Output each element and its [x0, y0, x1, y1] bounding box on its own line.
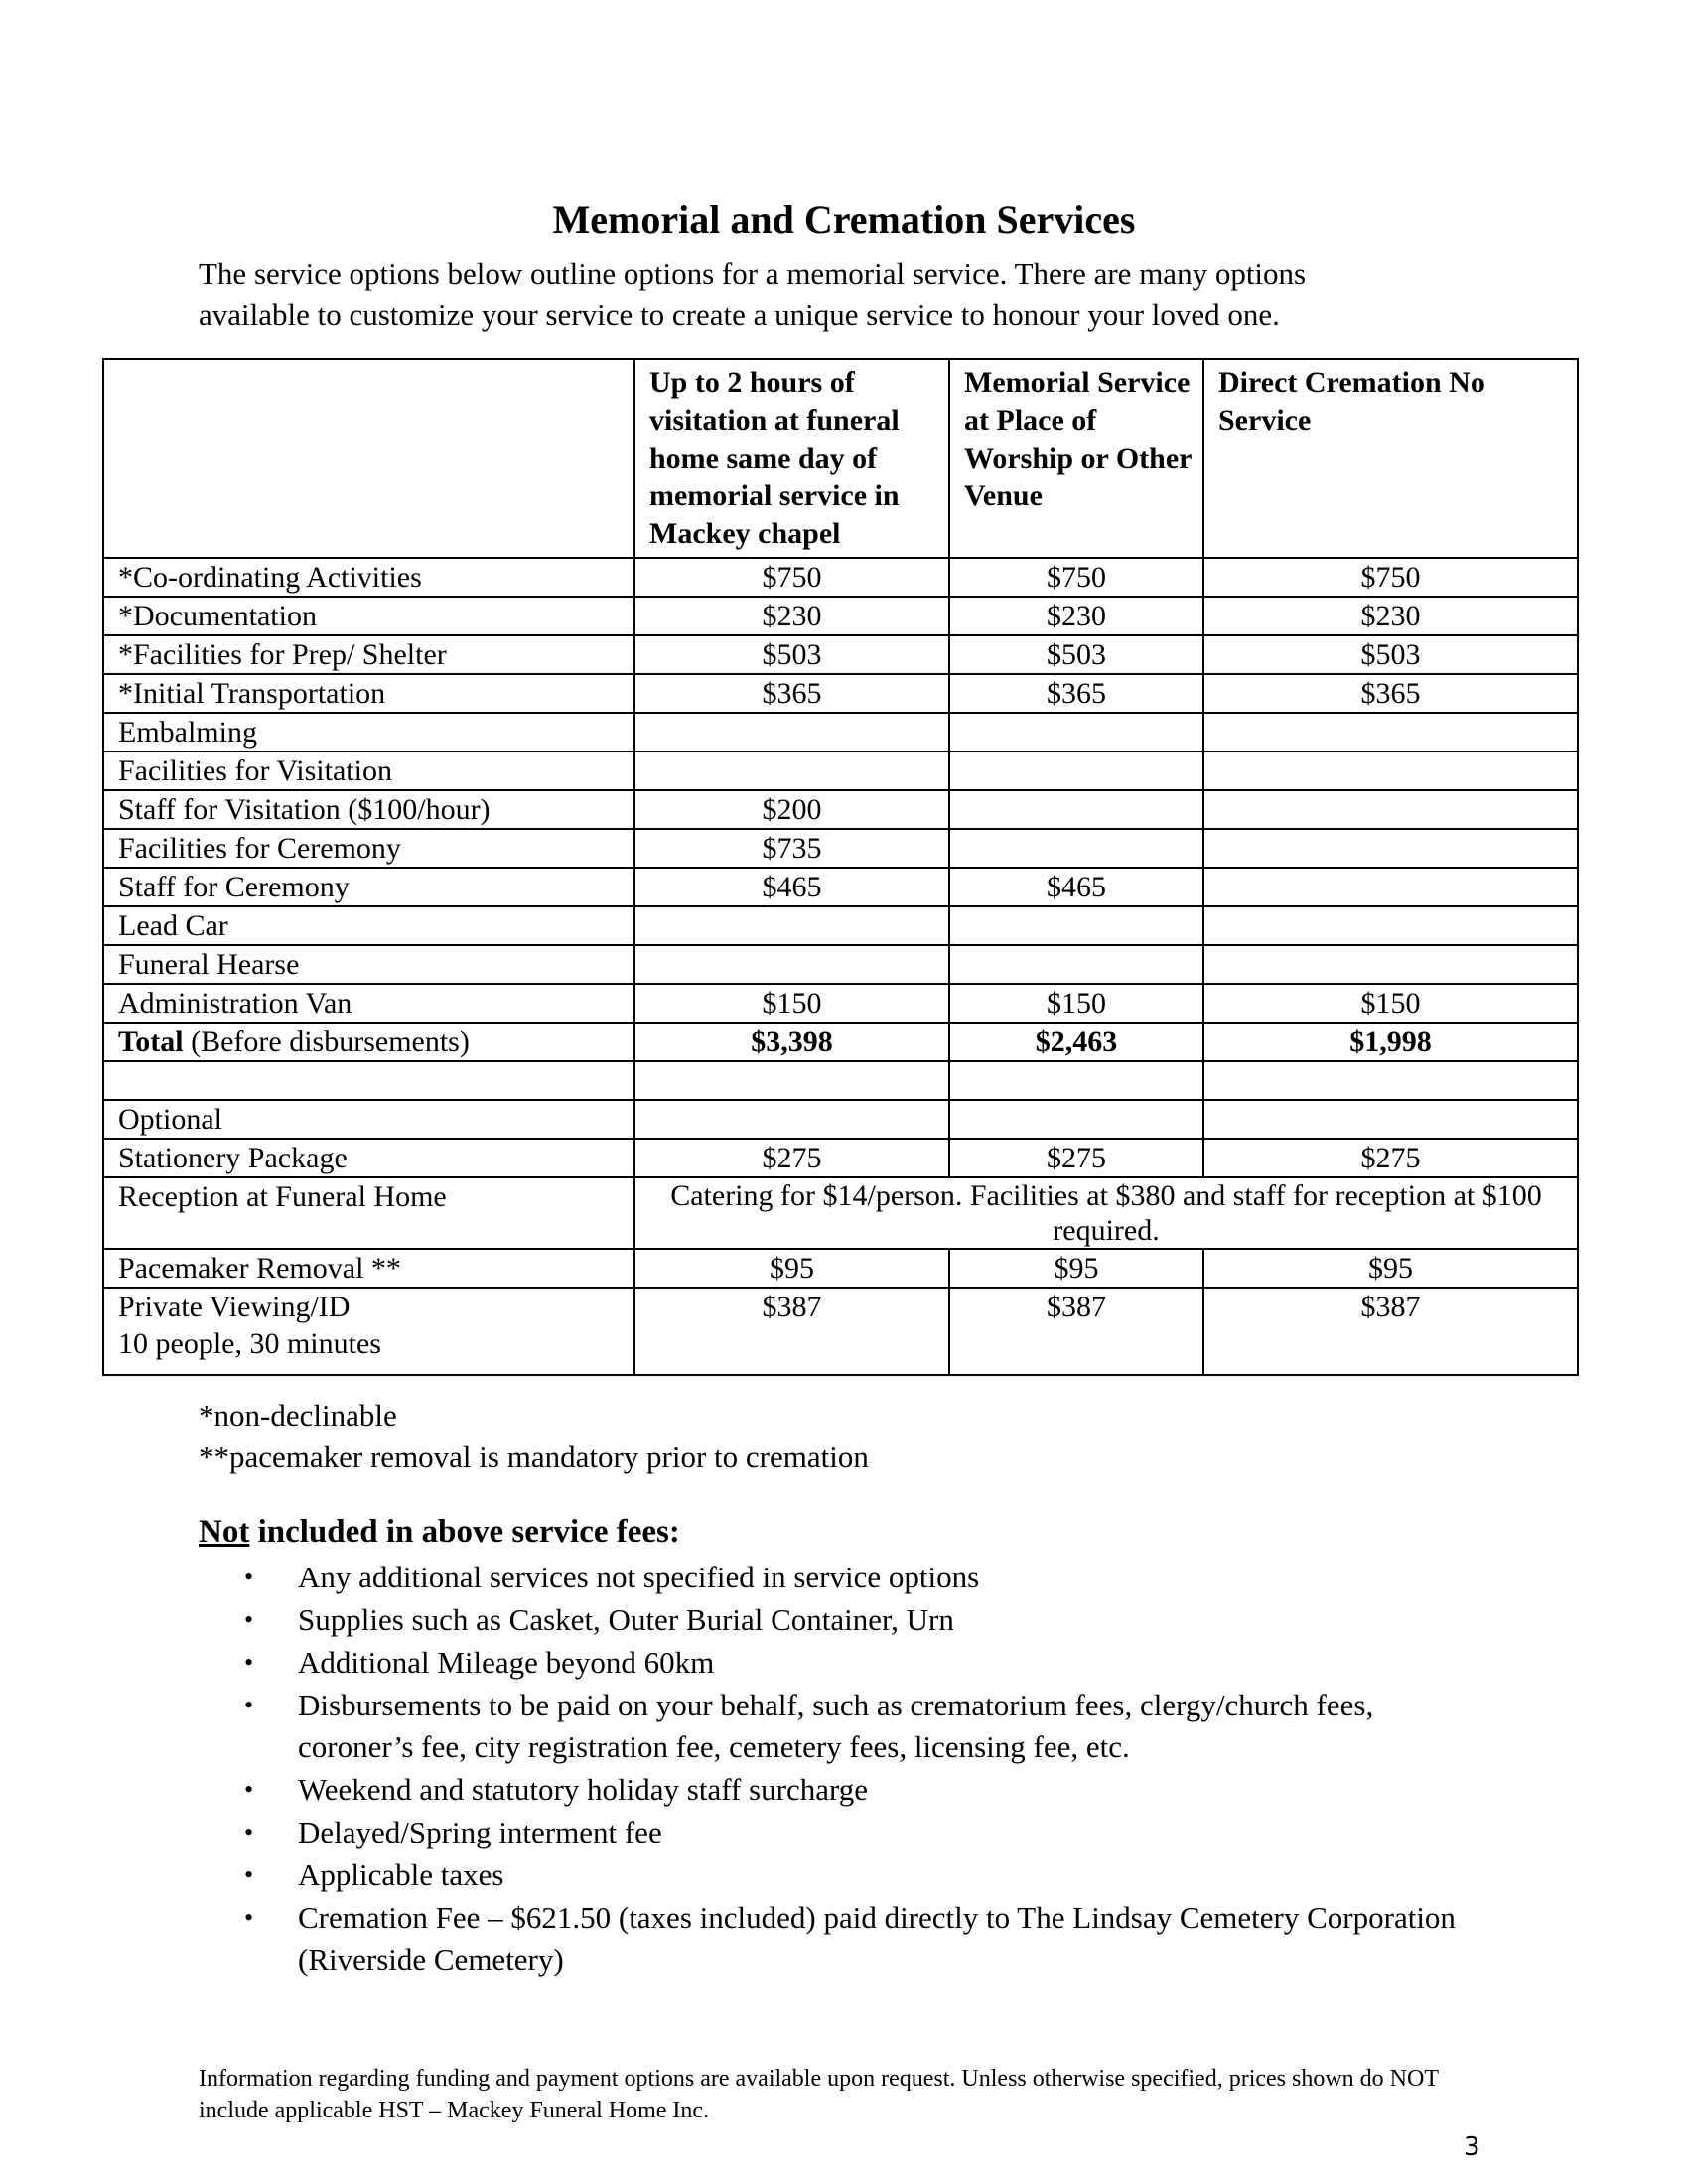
header-empty-cell: [103, 359, 634, 558]
header-memorial-option: Memorial Service at Place of Worship or Other Venue: [949, 359, 1203, 558]
price-cell: $750: [949, 558, 1203, 597]
row-label: *Documentation: [103, 597, 634, 635]
table-header-row: [103, 359, 1578, 558]
total-cell: $3,398: [634, 1023, 949, 1061]
bullet-icon: •: [244, 1563, 254, 1591]
row-label: Staff for Ceremony: [103, 868, 634, 906]
total-label-bold: Total: [118, 1025, 184, 1058]
header-visitation-option: Up to 2 hours of visitation at funeral home same day of memorial service in Mackey chapel: [634, 359, 949, 558]
list-item-text: Additional Mileage beyond 60km: [298, 1645, 715, 1680]
price-cell: $735: [634, 829, 949, 868]
price-cell: [949, 906, 1203, 945]
intro-line: The service options below outline options for a memorial service. There are many options: [199, 256, 1307, 291]
price-cell: $230: [949, 597, 1203, 635]
table-row: [103, 1177, 1578, 1249]
optional-heading-row: [103, 1100, 1578, 1139]
bullet-icon: •: [244, 1818, 254, 1846]
price-cell: [949, 713, 1203, 751]
table-row: [103, 1288, 1578, 1375]
optional-heading: Optional: [103, 1100, 634, 1139]
row-label-line: 10 people, 30 minutes: [118, 1327, 381, 1360]
pacemaker-note: **pacemaker removal is mandatory prior to cremation: [199, 1439, 869, 1474]
list-item: [199, 1642, 1489, 1684]
table-row: [103, 674, 1578, 713]
bullet-icon: •: [244, 1903, 254, 1932]
row-label: Lead Car: [103, 906, 634, 945]
price-cell: $365: [634, 674, 949, 713]
table-row: [103, 635, 1578, 674]
price-cell: [1203, 751, 1578, 790]
price-cell: [634, 751, 949, 790]
price-cell: $365: [949, 674, 1203, 713]
price-cell: $750: [1203, 558, 1578, 597]
intro-line: available to customize your service to create a unique service to honour your loved one.: [199, 297, 1280, 332]
list-item: [199, 1854, 1489, 1896]
price-cell: [1203, 713, 1578, 751]
price-cell: [634, 906, 949, 945]
row-label: Staff for Visitation ($100/hour): [103, 790, 634, 829]
table-row: [103, 829, 1578, 868]
footer-note: Information regarding funding and payment options are available upon request. Unless otherwise specified, prices shown do NOT include applicable HST – Mackey Funeral Home Inc.: [199, 2066, 1439, 2123]
row-label: *Facilities for Prep/ Shelter: [103, 635, 634, 674]
empty-cell: [634, 1100, 949, 1139]
price-cell: $503: [1203, 635, 1578, 674]
footnotes: [199, 1395, 869, 1478]
table-row: [103, 906, 1578, 945]
table-row: [103, 1249, 1578, 1288]
price-cell: $387: [1203, 1288, 1578, 1375]
table-row: [103, 984, 1578, 1023]
list-item-text: Supplies such as Casket, Outer Burial Container, Urn: [298, 1602, 954, 1637]
price-cell: [1203, 790, 1578, 829]
total-cell: $2,463: [949, 1023, 1203, 1061]
list-item-text: Any additional services not specified in service options: [298, 1560, 980, 1594]
row-label: Administration Van: [103, 984, 634, 1023]
price-cell: $200: [634, 790, 949, 829]
price-cell: $750: [634, 558, 949, 597]
row-label: [103, 1288, 634, 1375]
row-label: *Initial Transportation: [103, 674, 634, 713]
empty-cell: [1203, 1061, 1578, 1100]
price-cell: [1203, 945, 1578, 984]
reception-details: Catering for $14/person. Facilities at $380 and staff for reception at $100 required.: [634, 1177, 1578, 1249]
price-cell: [1203, 906, 1578, 945]
total-row: [103, 1023, 1578, 1061]
list-item-text: Cremation Fee – $621.50 (taxes included) paid directly to The Lindsay Cemetery Corporation (Riverside Cemetery): [298, 1900, 1456, 1977]
empty-cell: [949, 1100, 1203, 1139]
row-label: Pacemaker Removal **: [103, 1249, 634, 1288]
spacer-row: [103, 1061, 1578, 1100]
table-row: [103, 713, 1578, 751]
row-label: Facilities for Ceremony: [103, 829, 634, 868]
table-row: [103, 1139, 1578, 1177]
price-cell: $230: [1203, 597, 1578, 635]
price-cell: $150: [949, 984, 1203, 1023]
page-title: Memorial and Cremation Services: [552, 198, 1136, 242]
total-label: [103, 1023, 634, 1061]
price-cell: $465: [634, 868, 949, 906]
empty-cell: [1203, 1100, 1578, 1139]
price-cell: $365: [1203, 674, 1578, 713]
list-item: [199, 1897, 1489, 1980]
bullet-icon: •: [244, 1775, 254, 1804]
price-cell: [949, 790, 1203, 829]
price-cell: $95: [1203, 1249, 1578, 1288]
price-cell: [1203, 829, 1578, 868]
price-table: [102, 358, 1579, 1376]
bullet-icon: •: [244, 1691, 254, 1719]
total-cell: $1,998: [1203, 1023, 1578, 1061]
price-cell: $150: [634, 984, 949, 1023]
header-direct-cremation-option: Direct Cremation No Service: [1203, 359, 1578, 558]
exclusions-heading: [199, 1514, 680, 1551]
non-declinable-note: *non-declinable: [199, 1398, 397, 1433]
list-item: [199, 1769, 1489, 1811]
table-row: [103, 558, 1578, 597]
table-row: [103, 751, 1578, 790]
table-row: [103, 790, 1578, 829]
intro-paragraph: [199, 253, 1450, 335]
row-label: Stationery Package: [103, 1139, 634, 1177]
page-number: 3: [1464, 2132, 1480, 2162]
bullet-icon: •: [244, 1648, 254, 1677]
list-item: [199, 1685, 1489, 1768]
exclusions-list: [199, 1557, 1489, 1981]
price-cell: [949, 829, 1203, 868]
row-label: Reception at Funeral Home: [103, 1177, 634, 1249]
table-row: [103, 597, 1578, 635]
price-cell: $95: [949, 1249, 1203, 1288]
row-label-line: Private Viewing/ID: [118, 1291, 351, 1323]
price-cell: $503: [949, 635, 1203, 674]
list-item-text: Weekend and statutory holiday staff surcharge: [298, 1772, 868, 1807]
price-cell: $275: [634, 1139, 949, 1177]
list-item: [199, 1599, 1489, 1641]
exclusions-heading-underlined: Not: [199, 1514, 250, 1550]
price-cell: $275: [1203, 1139, 1578, 1177]
row-label: Facilities for Visitation: [103, 751, 634, 790]
list-item: [199, 1557, 1489, 1598]
price-cell: [949, 751, 1203, 790]
row-label: Funeral Hearse: [103, 945, 634, 984]
empty-cell: [103, 1061, 634, 1100]
exclusions-heading-rest: included in above service fees:: [249, 1514, 680, 1550]
list-item-text: Applicable taxes: [298, 1857, 504, 1892]
price-cell: $465: [949, 868, 1203, 906]
price-cell: $387: [634, 1288, 949, 1375]
list-item-text: Disbursements to be paid on your behalf, such as crematorium fees, clergy/church fees, coroner’s fee, city registration fee, cemetery fees, licensing fee, etc.: [298, 1688, 1374, 1764]
price-cell: $150: [1203, 984, 1578, 1023]
table-row: [103, 868, 1578, 906]
row-label: Embalming: [103, 713, 634, 751]
bullet-icon: •: [244, 1860, 254, 1889]
row-label: *Co-ordinating Activities: [103, 558, 634, 597]
bullet-icon: •: [244, 1605, 254, 1634]
price-cell: $503: [634, 635, 949, 674]
list-item-text: Delayed/Spring interment fee: [298, 1815, 662, 1849]
list-item: [199, 1812, 1489, 1853]
price-cell: $387: [949, 1288, 1203, 1375]
price-cell: [1203, 868, 1578, 906]
price-cell: [949, 945, 1203, 984]
price-cell: [634, 713, 949, 751]
total-label-rest: (Before disbursements): [183, 1025, 470, 1058]
empty-cell: [949, 1061, 1203, 1100]
table-row: [103, 945, 1578, 984]
price-cell: $230: [634, 597, 949, 635]
price-cell: [634, 945, 949, 984]
price-cell: $95: [634, 1249, 949, 1288]
empty-cell: [634, 1061, 949, 1100]
price-cell: $275: [949, 1139, 1203, 1177]
